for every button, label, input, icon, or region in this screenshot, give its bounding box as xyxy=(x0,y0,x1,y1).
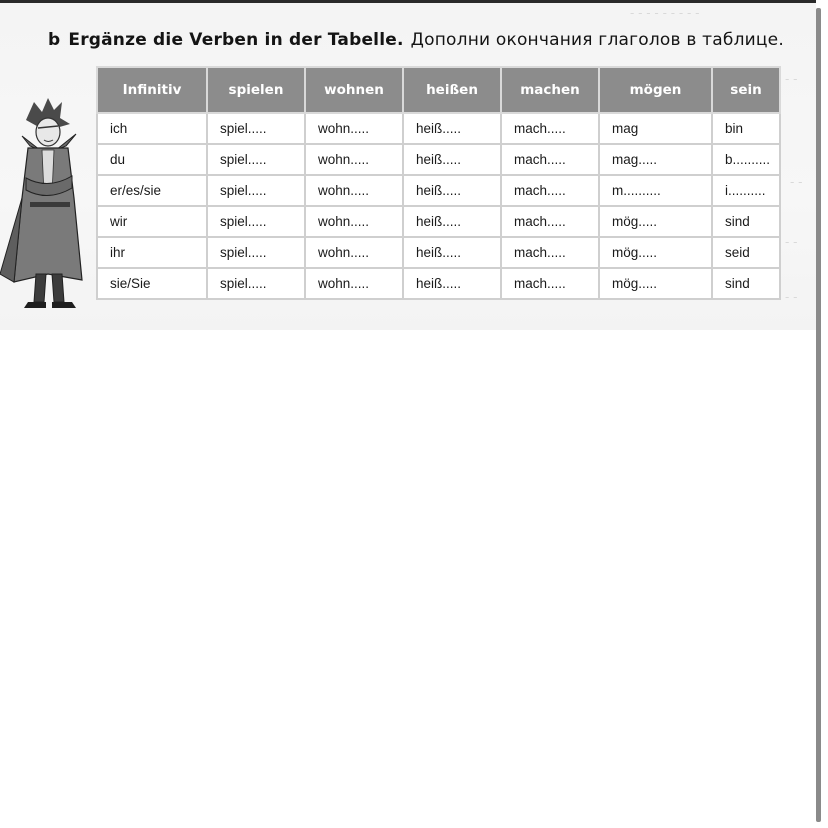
verb-cell: mach..... xyxy=(501,175,599,206)
verb-cell: mög..... xyxy=(599,206,712,237)
textbook-page-photo xyxy=(0,0,816,330)
column-header: heißen xyxy=(403,67,501,113)
verb-cell: wohn..... xyxy=(305,144,403,175)
instruction-german: Ergänze die Verben in der Tabelle. xyxy=(68,30,404,50)
column-header: wohnen xyxy=(305,67,403,113)
verb-cell: heiß..... xyxy=(403,144,501,175)
verb-conjugation-table xyxy=(96,66,781,300)
verb-cell: heiß..... xyxy=(403,175,501,206)
column-header: mögen xyxy=(599,67,712,113)
pronoun-cell: du xyxy=(97,144,207,175)
verb-cell: mach..... xyxy=(501,113,599,144)
table-row xyxy=(97,206,780,237)
column-header: spielen xyxy=(207,67,305,113)
verb-cell: m.......... xyxy=(599,175,712,206)
verb-cell: spiel..... xyxy=(207,268,305,299)
verb-cell: seid xyxy=(712,237,780,268)
verb-cell: mach..... xyxy=(501,206,599,237)
exercise-letter: b xyxy=(48,30,61,50)
viewer-scrollbar-thumb[interactable] xyxy=(816,8,821,822)
verb-cell: wohn..... xyxy=(305,175,403,206)
verb-cell: b.......... xyxy=(712,144,780,175)
verb-cell: wohn..... xyxy=(305,113,403,144)
verb-cell: mög..... xyxy=(599,268,712,299)
verb-cell: mag xyxy=(599,113,712,144)
verb-cell: spiel..... xyxy=(207,237,305,268)
bleed-through-text: - - xyxy=(785,235,798,249)
verb-cell: heiß..... xyxy=(403,268,501,299)
verb-cell: spiel..... xyxy=(207,113,305,144)
pronoun-cell: wir xyxy=(97,206,207,237)
verb-cell: wohn..... xyxy=(305,206,403,237)
verb-cell: mög..... xyxy=(599,237,712,268)
pronoun-cell: ich xyxy=(97,113,207,144)
verb-cell: mach..... xyxy=(501,237,599,268)
verb-cell: mach..... xyxy=(501,144,599,175)
column-header: Infinitiv xyxy=(97,67,207,113)
bleed-through-text: - - xyxy=(785,72,798,86)
pronoun-cell: ihr xyxy=(97,237,207,268)
verb-cell: i.......... xyxy=(712,175,780,206)
cartoon-character-illustration xyxy=(0,98,98,310)
table-row xyxy=(97,144,780,175)
instruction-russian: Дополни окончания глаголов в таблице. xyxy=(410,30,784,50)
verb-cell: heiß..... xyxy=(403,237,501,268)
table-row xyxy=(97,175,780,206)
bleed-through-text: - - xyxy=(790,175,803,189)
verb-cell: heiß..... xyxy=(403,206,501,237)
column-header: machen xyxy=(501,67,599,113)
verb-cell: sind xyxy=(712,206,780,237)
pronoun-cell: sie/Sie xyxy=(97,268,207,299)
top-divider xyxy=(0,0,816,3)
verb-cell: bin xyxy=(712,113,780,144)
table-row xyxy=(97,237,780,268)
verb-cell: spiel..... xyxy=(207,175,305,206)
verb-cell: spiel..... xyxy=(207,206,305,237)
table-header-row xyxy=(97,67,780,113)
bleed-through-text: - - xyxy=(785,290,798,304)
column-header: sein xyxy=(712,67,780,113)
table-row xyxy=(97,268,780,299)
verb-cell: wohn..... xyxy=(305,268,403,299)
verb-cell: mach..... xyxy=(501,268,599,299)
verb-cell: mag..... xyxy=(599,144,712,175)
verb-cell: sind xyxy=(712,268,780,299)
verb-cell: wohn..... xyxy=(305,237,403,268)
exercise-heading xyxy=(48,30,784,50)
table-row xyxy=(97,113,780,144)
verb-cell: heiß..... xyxy=(403,113,501,144)
bleed-through-text: - - - - - - - - - xyxy=(630,6,700,20)
verb-cell: spiel..... xyxy=(207,144,305,175)
pronoun-cell: er/es/sie xyxy=(97,175,207,206)
